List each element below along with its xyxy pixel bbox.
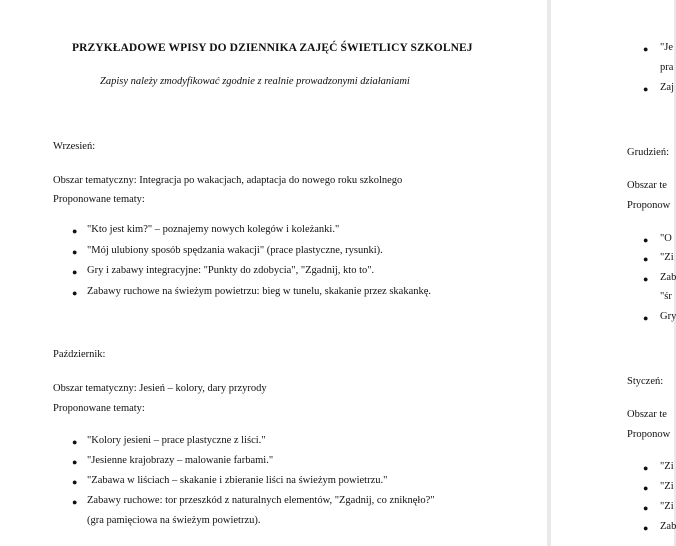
bullet-icon: ● [72, 457, 78, 467]
thematic-area-december: Obszar te [627, 180, 667, 191]
list-item: "Zi [660, 252, 674, 263]
month-heading-december: Grudzień: [627, 147, 669, 158]
list-item: "Jesienne krajobrazy – malowanie farbami." [87, 455, 274, 466]
list-item-continuation: "śr [660, 291, 672, 302]
bullet-icon: ● [72, 226, 78, 236]
list-item: "Kto jest kim?" – poznajemy nowych kolegów i koleżanki." [87, 224, 340, 235]
document-page-2 [551, 0, 674, 546]
list-item: "Kolory jesieni – prace plastyczne z liści." [87, 435, 266, 446]
bullet-icon: ● [72, 437, 78, 447]
list-item: Zab [660, 521, 676, 532]
list-item: "Zi [660, 481, 674, 492]
list-item: Gry i zabawy integracyjne: "Punkty do zdobycia", "Zgadnij, kto to". [87, 265, 375, 276]
bullet-icon: ● [643, 235, 649, 245]
bullet-icon: ● [72, 288, 78, 298]
month-heading-january: Styczeń: [627, 376, 664, 387]
list-item: "O [660, 233, 672, 244]
bullet-icon: ● [72, 477, 78, 487]
list-item: "Zi [660, 461, 674, 472]
list-item: Zabawy ruchowe na świeżym powietrzu: bieg w tunelu, skakanie przez skakankę. [87, 286, 432, 297]
topics-label-september: Proponowane tematy: [53, 194, 145, 205]
month-heading-september: Wrzesień: [53, 141, 96, 152]
list-item: "Zi [660, 501, 674, 512]
topics-label-october: Proponowane tematy: [53, 403, 145, 414]
thematic-area-october: Obszar tematyczny: Jesień – kolory, dary przyrody [53, 383, 267, 394]
list-item: Zab [660, 272, 676, 283]
bullet-icon: ● [72, 267, 78, 277]
topics-label-january: Proponow [627, 429, 671, 440]
list-item: "Je [660, 42, 674, 53]
bullet-icon: ● [643, 463, 649, 473]
list-item-continuation: (gra pamięciowa na świeżym powietrzu). [87, 515, 261, 526]
document-subtitle: Zapisy należy zmodyfikować zgodnie z realnie prowadzonymi działaniami [100, 76, 410, 87]
topics-label-december: Proponow [627, 200, 671, 211]
bullet-icon: ● [643, 523, 649, 533]
list-item: Gry [660, 311, 676, 322]
bullet-icon: ● [643, 503, 649, 513]
bullet-icon: ● [643, 313, 649, 323]
document-title: PRZYKŁADOWE WPISY DO DZIENNIKA ZAJĘĆ ŚWIETLICY SZKOLNEJ [72, 42, 473, 54]
bullet-icon: ● [72, 247, 78, 257]
list-item: "Mój ulubiony sposób spędzania wakacji" (prace plastyczne, rysunki). [87, 245, 383, 256]
list-item-continuation: pra [660, 62, 674, 73]
bullet-icon: ● [643, 274, 649, 284]
bullet-icon: ● [643, 44, 649, 54]
list-item: "Zabawa w liściach – skakanie i zbieranie liści na świeżym powietrzu." [87, 475, 388, 486]
month-heading-october: Październik: [53, 349, 106, 360]
bullet-icon: ● [72, 497, 78, 507]
list-item: Zabawy ruchowe: tor przeszkód z naturalnych elementów, "Zgadnij, co zniknęło?" [87, 495, 435, 506]
bullet-icon: ● [643, 254, 649, 264]
thematic-area-january: Obszar te [627, 409, 667, 420]
list-item: Zaj [660, 82, 674, 93]
bullet-icon: ● [643, 483, 649, 493]
thematic-area-september: Obszar tematyczny: Integracja po wakacjach, adaptacja do nowego roku szkolnego [53, 175, 403, 186]
bullet-icon: ● [643, 84, 649, 94]
